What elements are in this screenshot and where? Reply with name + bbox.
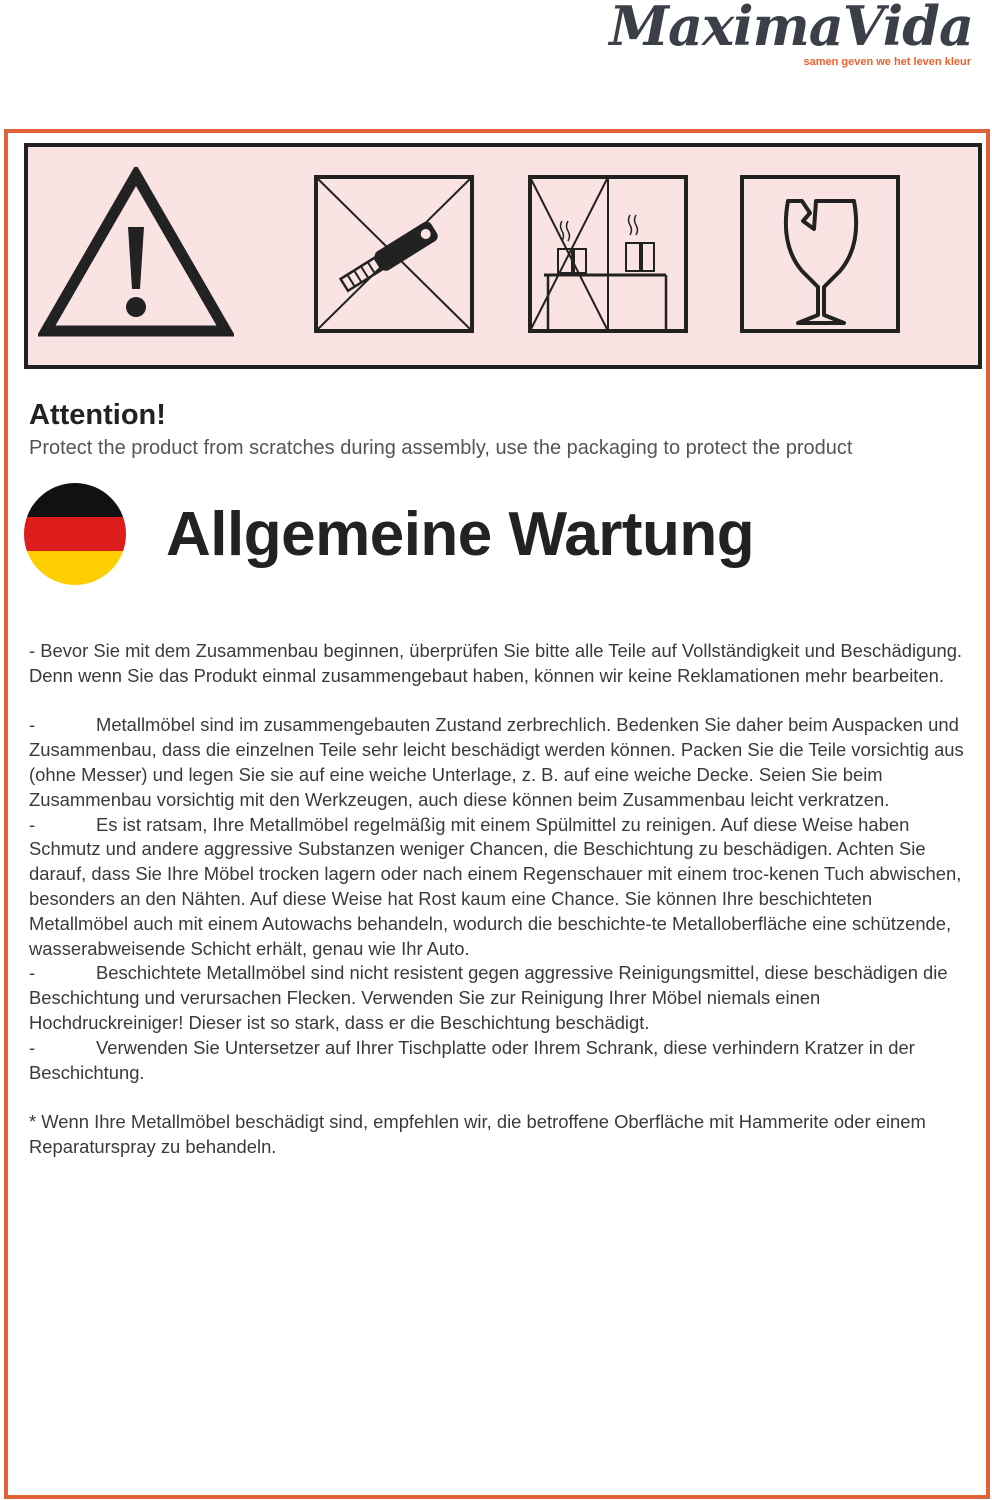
paragraph-cleaning xyxy=(29,813,974,962)
brand-logo xyxy=(609,0,985,80)
paragraph-coasters-text: Verwenden Sie Untersetzer auf Ihrer Tischplatte oder Ihrem Schrank, diese verhindern Kratzer in der Beschichtung. xyxy=(29,1036,915,1083)
paragraph-cleaning-text: Es ist ratsam, Ihre Metallmöbel regelmäßig mit einem Spülmittel zu reinigen. Auf diese Weise haben Schmutz und andere aggressive Substanzen weniger Chancen, die Beschichtung zu beschädigen. Achten Sie darauf, dass Sie Ihre Möbel trocken lagern oder nach einem Regenschauer mit einem troc-kenen Tuch abwischen, besonders an den Nähten. Auf diese Weise hat Rost kaum eine Chance. Sie können Ihre beschichteten Metallmöbel auch mit einem Autowachs behandeln, wodurch die beschichte-te Metalloberfläche eine schützende, wasserabweisende Schicht erhält, genau wie Ihr Auto. xyxy=(29,813,962,959)
maintenance-text xyxy=(29,639,974,1160)
paragraph-fragile xyxy=(29,713,974,812)
germany-flag-icon xyxy=(24,483,126,585)
bullet-dash: - xyxy=(29,962,36,984)
bullet-dash: - xyxy=(29,813,36,835)
brand-name: MaximaVida xyxy=(609,0,973,58)
paragraph-coasters xyxy=(29,1036,974,1086)
paragraph-detergents xyxy=(29,961,974,1035)
attention-text: Protect the product from scratches during assembly, use the packaging to protect the product xyxy=(29,437,853,459)
paragraph-fragile-text: Metallmöbel sind im zusammengebauten Zustand zerbrechlich. Bedenken Sie daher beim Auspacken und Zusammenbau, dass die einzelnen Teile sehr leicht beschädigt werden können. Packen Sie die Teile vorsichtig aus (ohne Messer) und legen Sie sie auf eine weiche Unterlage, z. B. auf eine weiche Decke. Seien Sie beim Zusammenbau vorsichtig mit den Werkzeugen, auch diese können beim Zusammenbau leicht verkratzen. xyxy=(29,714,964,810)
content-frame xyxy=(4,129,990,1499)
fragile-glass-icon xyxy=(740,175,902,335)
no-knife-icon xyxy=(314,175,476,335)
bullet-dash: - xyxy=(29,1036,36,1058)
warning-icon-band xyxy=(24,143,982,369)
brand-tagline: samen geven we het leven kleur xyxy=(803,56,971,68)
repair-note: * Wenn Ihre Metallmöbel beschädigt sind, empfehlen wir, die betroffene Oberfläche mit Hammerite oder einem Reparaturspray zu behandeln. xyxy=(29,1111,926,1157)
no-hot-items-icon xyxy=(528,175,690,335)
paragraph-detergents-text: Beschichtete Metallmöbel sind nicht resistent gegen aggressive Reinigungsmittel, diese beschädigen die Beschichtung und verursachen Flecken. Verwenden Sie zur Reinigung Ihrer Möbel niemals einen Hochdruckreiniger! Dieser ist so stark, dass er die Beschichtung beschädigt. xyxy=(29,962,948,1033)
bullet-dash: - xyxy=(29,714,36,736)
section-title: Allgemeine Wartung xyxy=(166,500,755,569)
paragraph-check-parts: - Bevor Sie mit dem Zusammenbau beginnen, überprüfen Sie bitte alle Teile auf Vollständigkeit und Beschädigung. Denn wenn Sie das Produkt einmal zusammengebaut haben, können wir keine Reklamationen mehr bearbeiten. xyxy=(29,640,963,686)
attention-title: Attention! xyxy=(29,399,166,431)
warning-triangle-icon xyxy=(38,167,234,339)
